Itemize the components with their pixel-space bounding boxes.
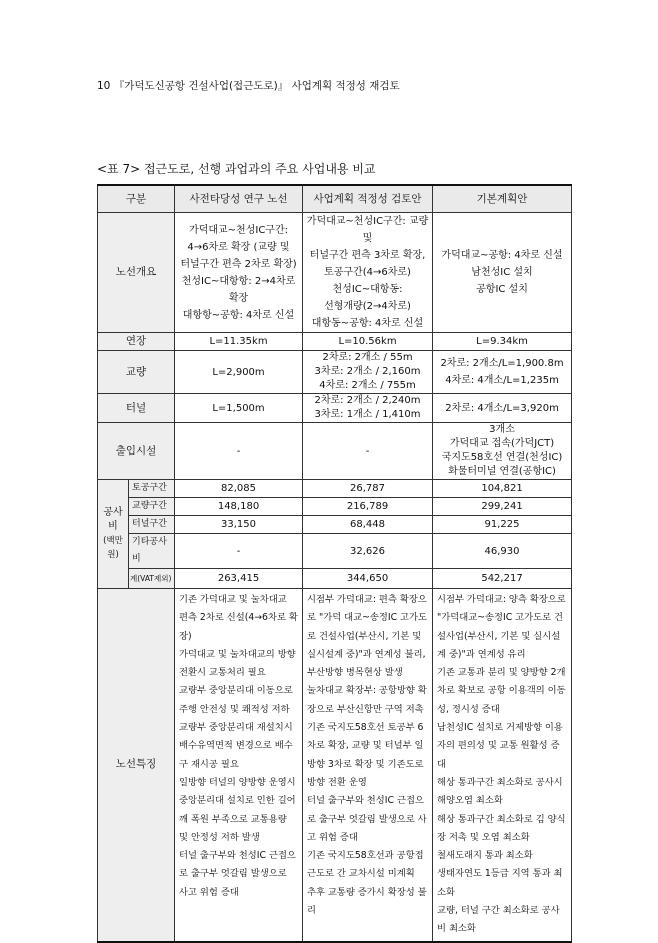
cell: 148,180 — [175, 498, 303, 516]
feature-item: 기존 국지도58호선과 공항접근도로 간 교차시설 미계획 — [307, 850, 424, 880]
cost-label: 공사비 — [103, 507, 123, 532]
cell-line: 3차로: 1개소 / 1,410m — [314, 409, 421, 420]
cell: 91,225 — [433, 516, 572, 534]
cell-line: 3개소 — [489, 424, 515, 435]
cell-line: 가덕대교 접속(가덕JCT) — [449, 438, 555, 449]
cell: 104,821 — [433, 480, 572, 498]
sub-label: 토공구간 — [129, 480, 175, 498]
col-header: 구분 — [98, 185, 175, 213]
row-label: 노선특징 — [98, 589, 175, 942]
cell — [433, 589, 572, 942]
feature-item: 교량부 중앙분리대 이동으로 주행 안전성 및 쾌적성 저하 — [179, 685, 293, 715]
cell-line: 4→6차로 확장 (교량 및 — [187, 241, 290, 253]
cell: L=1,500m — [175, 394, 303, 423]
feature-item: 해상 통과구간 최소화로 김 양식장 저촉 및 오염 최소화 — [437, 813, 566, 843]
feature-item: 시점부 가덕대교: 양측 확장으로 "가덕대교~송정IC 고가도로 건설사업(부산시, 기본 및 실시설계 중)"과 연계성 유리 — [437, 594, 566, 660]
comparison-table — [97, 184, 572, 943]
cell: 82,085 — [175, 480, 303, 498]
table-row — [98, 480, 572, 498]
cell-line: 남천성IC 설치 — [471, 267, 533, 278]
cell — [303, 351, 433, 394]
table-row — [98, 534, 572, 569]
table-row — [98, 589, 572, 942]
cell-line: 대항항~공항: 4차로 신설 — [182, 309, 295, 321]
cell — [303, 213, 433, 333]
row-label: 교량 — [98, 351, 175, 394]
table-row — [98, 423, 572, 480]
cell: 216,789 — [303, 498, 433, 516]
cell-line: 대항동~공항: 4차로 신설 — [311, 318, 424, 329]
cell: 32,626 — [303, 534, 433, 569]
feature-item: 일방향 터널의 양방향 운영시 중앙분리대 설치로 인한 길어깨 폭원 부족으로 교통용량 및 안정성 저하 발생 — [179, 776, 296, 843]
cell-line: 토공구간(4→6차로) — [324, 267, 411, 278]
feature-item: 터널 출구부와 천성IC 근접으로 출구부 엇갈림 발생으로 사고 위험 증대 — [307, 795, 427, 843]
feature-item: 기존 교통과 분리 및 양방향 2개 차로 확보로 공항 이용객의 이동성, 정시성 증대 — [437, 667, 566, 715]
cell: 68,448 — [303, 516, 433, 534]
table-row — [98, 498, 572, 516]
cell-line: 2차로: 2개소/L=1,900.8m — [440, 358, 564, 369]
sub-label: 터널구간 — [129, 516, 175, 534]
page-header: 10 『가덕도신공항 건설사업(접근도로)』 사업계획 적정성 재검토 — [97, 80, 400, 92]
col-header: 사전타당성 연구 노선 — [175, 185, 303, 213]
table-header-row — [98, 185, 572, 213]
row-label: 노선개요 — [98, 213, 175, 333]
cell-line: 4차로: 2개소 / 755m — [319, 380, 416, 391]
cell-line: 터널구간 편측 3차로 확장, — [309, 250, 426, 261]
cell-line: 가덕대교~천성IC구간: — [189, 224, 288, 236]
feature-item: 교량부 중앙분리대 재설치시 배수유역면적 변경으로 배수구 재시공 필요 — [179, 722, 293, 770]
cell — [433, 423, 572, 480]
cell-line: 국지도58호선 연결(천성IC) — [441, 452, 563, 463]
row-label: 출입시설 — [98, 423, 175, 480]
cell: 33,150 — [175, 516, 303, 534]
sub-label: 교량구간 — [129, 498, 175, 516]
row-label: 터널 — [98, 394, 175, 423]
feature-item: 교량, 터널 구간 최소화로 공사비 최소화 — [437, 905, 560, 935]
cell: 46,930 — [433, 534, 572, 569]
cell: 344,650 — [303, 569, 433, 589]
feature-item: 눌차대교 확장부: 공항방향 확장으로 부산신항만 구역 저촉 — [307, 685, 427, 715]
feature-item: 기존 국지도58호선 토공부 6차로 확장, 교량 및 터널부 일방향 3차로 확장 및 기존도로 방향 전환 운영 — [307, 722, 424, 788]
cell-line: 공항IC 설치 — [476, 284, 528, 295]
table-row — [98, 333, 572, 351]
cell-line: 화물터미널 연결(공항IC) — [448, 466, 556, 477]
table-row — [98, 516, 572, 534]
feature-item: 철새도래지 통과 최소화 — [437, 850, 533, 862]
cell-line: 가덕대교~천성IC구간: 교량 및 — [306, 216, 429, 244]
cell-line: 선형개량(2→4차로) — [324, 301, 411, 312]
cell-line: 3차로: 2개소 / 2,160m — [314, 366, 421, 377]
cell: 542,217 — [433, 569, 572, 589]
cell: 263,415 — [175, 569, 303, 589]
cell — [175, 589, 303, 942]
feature-item: 추후 교통량 증가시 확장성 불리 — [307, 886, 427, 917]
feature-item: 가덕대교 및 눌차대교의 방향 전환시 교통처리 필요 — [179, 648, 296, 679]
cell: L=10.56km — [303, 333, 433, 351]
cost-unit: (백만원) — [103, 536, 123, 560]
cell: 26,787 — [303, 480, 433, 498]
cell-line: 가덕대교~공항: 4차로 신설 — [441, 250, 563, 261]
cell: - — [175, 423, 303, 480]
cell-line: 2차로: 2개소 / 55m — [322, 352, 413, 363]
cell-line: 천성IC~대항항: 2→4차로 확장 — [181, 275, 296, 304]
sub-label: 기타공사비 — [129, 534, 175, 569]
col-header: 기본계획안 — [433, 185, 572, 213]
cell: 299,241 — [433, 498, 572, 516]
feature-item: 기존 가덕대교 및 눌차대교 편측 2차로 신설(4→6차로 확장) — [179, 594, 298, 642]
table-caption: <표 7> 접근도로, 선행 과업과의 주요 사업내용 비교 — [97, 162, 376, 176]
cell: L=11.35km — [175, 333, 303, 351]
cell: L=9.34km — [433, 333, 572, 351]
cell — [303, 394, 433, 423]
table-row — [98, 394, 572, 423]
cell: 2차로: 4개소/L=3,920m — [433, 394, 572, 423]
cell: - — [175, 534, 303, 569]
table-row — [98, 213, 572, 333]
cell-line: 2차로: 2개소 / 2,240m — [314, 395, 421, 406]
feature-item: 남천성IC 설치로 거제방향 이용자의 편의성 및 교통 원활성 증대 — [437, 722, 563, 770]
col-header: 사업계획 적정성 검토안 — [303, 185, 433, 213]
cell-line: 터널구간 편측 2차로 확장) — [180, 258, 297, 270]
cell: - — [303, 423, 433, 480]
cell — [303, 589, 433, 942]
feature-item: 터널 출구부와 천성IC 근접으로 출구부 엇갈림 발생으로 사고 위험 증대 — [179, 850, 296, 898]
cell: L=2,900m — [175, 351, 303, 394]
cell — [433, 351, 572, 394]
cell-line: 천성IC~대항동: — [332, 284, 403, 295]
feature-item: 시점부 가덕대교: 편측 확장으로 "가덕 대교~송정IC 고가도로 건설사업(부산시, 기본 및 실시설계 중)"과 연계성 불리, 부산방향 병목현상 발생 — [307, 594, 427, 679]
table-row — [98, 569, 572, 589]
row-label: 연장 — [98, 333, 175, 351]
table-row — [98, 351, 572, 394]
cell — [175, 213, 303, 333]
feature-item: 해상 통과구간 최소화로 공사시 해양오염 최소화 — [437, 776, 563, 807]
feature-item: 생태자연도 1등급 지역 통과 최소화 — [437, 868, 563, 898]
sub-label: 계(VAT제외) — [129, 569, 175, 589]
cell — [433, 213, 572, 333]
row-label — [98, 480, 129, 589]
cell-line: 4차로: 4개소/L=1,235m — [445, 375, 559, 386]
